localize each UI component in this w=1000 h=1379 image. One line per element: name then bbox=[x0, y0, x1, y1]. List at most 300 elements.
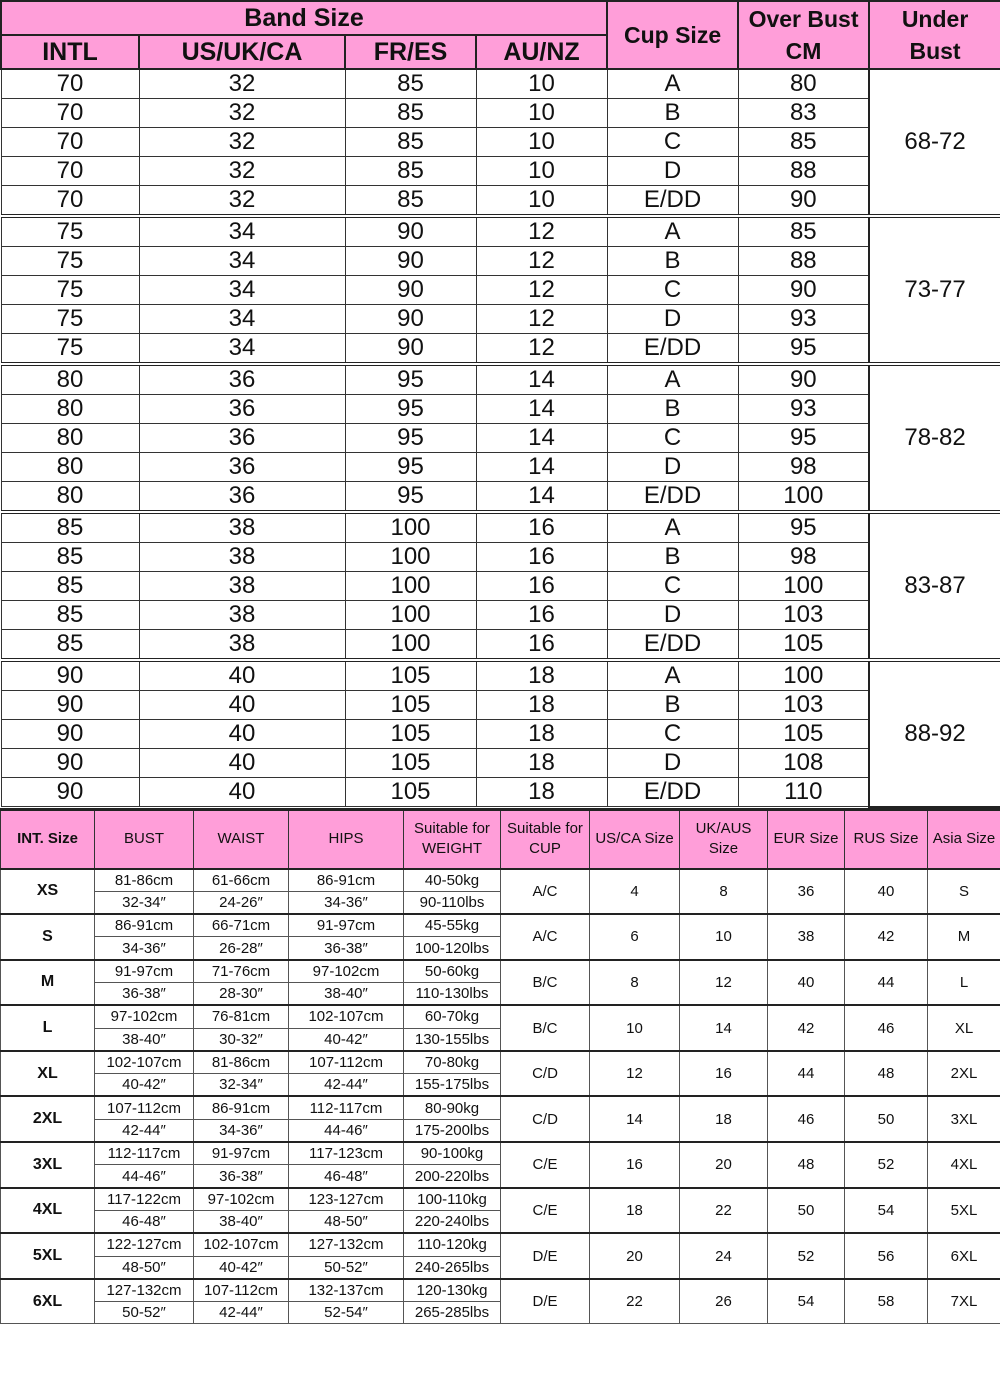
hips-in-cell: 34-36″ bbox=[289, 891, 404, 914]
over-bust-cell: 90 bbox=[738, 364, 869, 395]
us-uk-ca-cell: 40 bbox=[139, 691, 345, 720]
us-uk-ca-cell: 40 bbox=[139, 720, 345, 749]
cup-size-cell: C bbox=[607, 572, 738, 601]
bust-in-cell: 48-50″ bbox=[95, 1256, 194, 1279]
waist-in-cell: 36-38″ bbox=[194, 1165, 289, 1188]
table-row bbox=[1, 1188, 1000, 1211]
weight-kg-cell: 45-55kg bbox=[404, 914, 501, 937]
waist-in-cell: 28-30″ bbox=[194, 982, 289, 1005]
hips-cm-cell: 91-97cm bbox=[289, 914, 404, 937]
over-bust-cell: 100 bbox=[738, 660, 869, 691]
fr-es-cell: 95 bbox=[345, 424, 476, 453]
over-bust-cell: 88 bbox=[738, 247, 869, 276]
cup-size-cell: A bbox=[607, 216, 738, 247]
intl-cell: 70 bbox=[1, 69, 139, 99]
weight-lbs-cell: 240-265lbs bbox=[404, 1256, 501, 1279]
hips-in-cell: 50-52″ bbox=[289, 1256, 404, 1279]
over-bust-cell: 83 bbox=[738, 99, 869, 128]
weight-lbs-cell: 130-155lbs bbox=[404, 1028, 501, 1051]
over-bust-cell: 103 bbox=[738, 601, 869, 630]
under-bust-cell: 68-72 bbox=[869, 69, 1000, 216]
uk-aus-size-cell: 22 bbox=[680, 1188, 768, 1234]
bust-cm-cell: 117-122cm bbox=[95, 1188, 194, 1211]
rus-size-header: RUS Size bbox=[845, 809, 928, 869]
cup-header-line1: Suitable for bbox=[507, 820, 583, 837]
bust-in-cell: 34-36″ bbox=[95, 937, 194, 960]
intl-cell: 85 bbox=[1, 572, 139, 601]
intl-cell: 75 bbox=[1, 305, 139, 334]
intl-cell: 75 bbox=[1, 247, 139, 276]
int-size-cell: XL bbox=[1, 1051, 95, 1097]
cup-size-cell: E/DD bbox=[607, 482, 738, 513]
waist-in-cell: 26-28″ bbox=[194, 937, 289, 960]
cup-size-cell: D bbox=[607, 305, 738, 334]
table-row bbox=[1, 424, 1000, 453]
waist-cm-cell: 91-97cm bbox=[194, 1142, 289, 1165]
uk-aus-header-line1: UK/AUS bbox=[695, 820, 752, 837]
under-bust-header-line2: Bust bbox=[909, 38, 961, 64]
int-size-cell: XS bbox=[1, 869, 95, 915]
us-uk-ca-cell: 38 bbox=[139, 572, 345, 601]
hips-cm-cell: 132-137cm bbox=[289, 1279, 404, 1302]
int-size-header: INT. Size bbox=[1, 809, 95, 869]
au-nz-cell: 14 bbox=[476, 424, 607, 453]
table-row bbox=[1, 186, 1000, 217]
rus-size-cell: 46 bbox=[845, 1005, 928, 1051]
intl-cell: 85 bbox=[1, 630, 139, 661]
hips-in-cell: 52-54″ bbox=[289, 1302, 404, 1324]
under-bust-cell: 88-92 bbox=[869, 660, 1000, 807]
rus-size-cell: 56 bbox=[845, 1233, 928, 1279]
table-row bbox=[1, 247, 1000, 276]
over-bust-cell: 85 bbox=[738, 216, 869, 247]
body-size-table bbox=[0, 808, 1000, 1325]
over-bust-header-line1: Over Bust bbox=[748, 6, 859, 32]
weight-header bbox=[404, 809, 501, 869]
uk-aus-size-header bbox=[680, 809, 768, 869]
table-row bbox=[1, 960, 1000, 983]
us-ca-size-cell: 8 bbox=[590, 960, 680, 1006]
au-nz-cell: 18 bbox=[476, 749, 607, 778]
waist-cm-cell: 107-112cm bbox=[194, 1279, 289, 1302]
au-nz-cell: 14 bbox=[476, 453, 607, 482]
us-ca-size-cell: 22 bbox=[590, 1279, 680, 1324]
asia-size-cell: 3XL bbox=[928, 1096, 1000, 1142]
au-nz-cell: 16 bbox=[476, 543, 607, 572]
eur-size-cell: 44 bbox=[768, 1051, 845, 1097]
hips-cm-cell: 123-127cm bbox=[289, 1188, 404, 1211]
bust-in-cell: 36-38″ bbox=[95, 982, 194, 1005]
weight-kg-cell: 70-80kg bbox=[404, 1051, 501, 1074]
waist-in-cell: 38-40″ bbox=[194, 1210, 289, 1233]
over-bust-cell: 85 bbox=[738, 128, 869, 157]
cup-cell: B/C bbox=[501, 1005, 590, 1051]
us-uk-ca-cell: 36 bbox=[139, 424, 345, 453]
us-uk-ca-cell: 38 bbox=[139, 512, 345, 543]
over-bust-cell: 90 bbox=[738, 186, 869, 217]
under-bust-cell: 78-82 bbox=[869, 364, 1000, 512]
hips-cm-cell: 112-117cm bbox=[289, 1096, 404, 1119]
bust-cm-cell: 127-132cm bbox=[95, 1279, 194, 1302]
over-bust-cell: 80 bbox=[738, 69, 869, 99]
table-row bbox=[1, 99, 1000, 128]
cup-size-cell: B bbox=[607, 543, 738, 572]
intl-cell: 90 bbox=[1, 720, 139, 749]
uk-aus-size-cell: 26 bbox=[680, 1279, 768, 1324]
waist-cm-cell: 97-102cm bbox=[194, 1188, 289, 1211]
au-nz-cell: 14 bbox=[476, 395, 607, 424]
us-uk-ca-cell: 38 bbox=[139, 543, 345, 572]
fr-es-cell: 90 bbox=[345, 334, 476, 365]
over-bust-cell: 100 bbox=[738, 572, 869, 601]
au-nz-cell: 12 bbox=[476, 216, 607, 247]
asia-size-cell: L bbox=[928, 960, 1000, 1006]
intl-cell: 70 bbox=[1, 99, 139, 128]
us-ca-size-cell: 10 bbox=[590, 1005, 680, 1051]
fr-es-cell: 90 bbox=[345, 216, 476, 247]
cup-size-cell: E/DD bbox=[607, 334, 738, 365]
waist-in-cell: 32-34″ bbox=[194, 1074, 289, 1097]
uk-aus-size-cell: 8 bbox=[680, 869, 768, 915]
fr-es-cell: 90 bbox=[345, 305, 476, 334]
weight-kg-cell: 80-90kg bbox=[404, 1096, 501, 1119]
table-row bbox=[1, 1142, 1000, 1165]
table-row bbox=[1, 512, 1000, 543]
us-uk-ca-cell: 32 bbox=[139, 69, 345, 99]
int-size-cell: 3XL bbox=[1, 1142, 95, 1188]
au-nz-cell: 12 bbox=[476, 305, 607, 334]
over-bust-cell: 110 bbox=[738, 778, 869, 807]
fr-es-cell: 85 bbox=[345, 99, 476, 128]
under-bust-cell: 73-77 bbox=[869, 216, 1000, 364]
cup-size-cell: B bbox=[607, 691, 738, 720]
weight-lbs-cell: 265-285lbs bbox=[404, 1302, 501, 1324]
table-row bbox=[1, 869, 1000, 892]
asia-size-cell: 6XL bbox=[928, 1233, 1000, 1279]
intl-cell: 70 bbox=[1, 128, 139, 157]
weight-lbs-cell: 200-220lbs bbox=[404, 1165, 501, 1188]
body-size-rows bbox=[1, 869, 1000, 1324]
cup-cell: C/E bbox=[501, 1188, 590, 1234]
cup-size-cell: D bbox=[607, 749, 738, 778]
intl-cell: 75 bbox=[1, 334, 139, 365]
over-bust-header-line2: CM bbox=[785, 38, 822, 64]
under-bust-header-line1: Under bbox=[901, 6, 969, 32]
cup-size-cell: C bbox=[607, 276, 738, 305]
fr-es-cell: 90 bbox=[345, 276, 476, 305]
uk-aus-size-cell: 14 bbox=[680, 1005, 768, 1051]
rus-size-cell: 50 bbox=[845, 1096, 928, 1142]
int-size-cell: M bbox=[1, 960, 95, 1006]
waist-cm-cell: 76-81cm bbox=[194, 1005, 289, 1028]
au-nz-cell: 18 bbox=[476, 778, 607, 807]
us-ca-size-cell: 20 bbox=[590, 1233, 680, 1279]
cup-size-cell: C bbox=[607, 720, 738, 749]
bust-cm-cell: 102-107cm bbox=[95, 1051, 194, 1074]
table-row bbox=[1, 216, 1000, 247]
asia-size-cell: 4XL bbox=[928, 1142, 1000, 1188]
uk-aus-size-cell: 24 bbox=[680, 1233, 768, 1279]
over-bust-cell: 95 bbox=[738, 424, 869, 453]
rus-size-cell: 52 bbox=[845, 1142, 928, 1188]
au-nz-cell: 10 bbox=[476, 128, 607, 157]
int-size-cell: 2XL bbox=[1, 1096, 95, 1142]
eur-size-cell: 42 bbox=[768, 1005, 845, 1051]
hips-cm-cell: 102-107cm bbox=[289, 1005, 404, 1028]
int-size-cell: L bbox=[1, 1005, 95, 1051]
uk-aus-size-cell: 12 bbox=[680, 960, 768, 1006]
au-nz-cell: 14 bbox=[476, 482, 607, 513]
uk-aus-header-line2: Size bbox=[708, 840, 739, 857]
cup-size-cell: B bbox=[607, 395, 738, 424]
au-nz-cell: 16 bbox=[476, 630, 607, 661]
cup-size-cell: A bbox=[607, 660, 738, 691]
weight-lbs-cell: 90-110lbs bbox=[404, 891, 501, 914]
us-uk-ca-cell: 40 bbox=[139, 778, 345, 807]
au-nz-cell: 12 bbox=[476, 276, 607, 305]
table-row bbox=[1, 364, 1000, 395]
fr-es-cell: 100 bbox=[345, 512, 476, 543]
table-row bbox=[1, 1096, 1000, 1119]
au-nz-cell: 18 bbox=[476, 660, 607, 691]
weight-lbs-cell: 110-130lbs bbox=[404, 982, 501, 1005]
table-row bbox=[1, 482, 1000, 513]
asia-size-cell: 7XL bbox=[928, 1279, 1000, 1324]
au-nz-cell: 18 bbox=[476, 691, 607, 720]
rus-size-cell: 42 bbox=[845, 914, 928, 960]
table-row bbox=[1, 601, 1000, 630]
weight-lbs-cell: 100-120lbs bbox=[404, 937, 501, 960]
weight-header-line2: WEIGHT bbox=[422, 840, 482, 857]
bra-size-rows bbox=[1, 69, 1000, 807]
us-ca-size-header: US/CA Size bbox=[590, 809, 680, 869]
over-bust-cell: 95 bbox=[738, 334, 869, 365]
eur-size-cell: 38 bbox=[768, 914, 845, 960]
hips-cm-cell: 127-132cm bbox=[289, 1233, 404, 1256]
over-bust-cell: 93 bbox=[738, 395, 869, 424]
us-uk-ca-cell: 32 bbox=[139, 157, 345, 186]
bust-in-cell: 42-44″ bbox=[95, 1119, 194, 1142]
bust-cm-cell: 81-86cm bbox=[95, 869, 194, 892]
waist-cm-cell: 81-86cm bbox=[194, 1051, 289, 1074]
hips-cm-cell: 107-112cm bbox=[289, 1051, 404, 1074]
eur-size-cell: 40 bbox=[768, 960, 845, 1006]
int-size-cell: 6XL bbox=[1, 1279, 95, 1324]
waist-in-cell: 40-42″ bbox=[194, 1256, 289, 1279]
table-row bbox=[1, 543, 1000, 572]
uk-aus-size-cell: 20 bbox=[680, 1142, 768, 1188]
fr-es-cell: 100 bbox=[345, 601, 476, 630]
int-size-cell: 5XL bbox=[1, 1233, 95, 1279]
over-bust-cell: 105 bbox=[738, 630, 869, 661]
au-nz-cell: 16 bbox=[476, 601, 607, 630]
cup-header bbox=[501, 809, 590, 869]
hips-cm-cell: 97-102cm bbox=[289, 960, 404, 983]
asia-size-cell: 2XL bbox=[928, 1051, 1000, 1097]
us-uk-ca-cell: 38 bbox=[139, 601, 345, 630]
cup-size-cell: C bbox=[607, 128, 738, 157]
waist-cm-cell: 102-107cm bbox=[194, 1233, 289, 1256]
cup-size-cell: A bbox=[607, 512, 738, 543]
hips-in-cell: 42-44″ bbox=[289, 1074, 404, 1097]
intl-cell: 85 bbox=[1, 601, 139, 630]
fr-es-cell: 105 bbox=[345, 720, 476, 749]
intl-cell: 80 bbox=[1, 482, 139, 513]
weight-kg-cell: 120-130kg bbox=[404, 1279, 501, 1302]
bust-cm-cell: 86-91cm bbox=[95, 914, 194, 937]
hips-header: HIPS bbox=[289, 809, 404, 869]
weight-kg-cell: 60-70kg bbox=[404, 1005, 501, 1028]
over-bust-cell: 93 bbox=[738, 305, 869, 334]
fr-es-cell: 85 bbox=[345, 186, 476, 217]
table-row bbox=[1, 914, 1000, 937]
us-uk-ca-cell: 36 bbox=[139, 395, 345, 424]
fr-es-cell: 105 bbox=[345, 749, 476, 778]
us-uk-ca-cell: 40 bbox=[139, 749, 345, 778]
weight-kg-cell: 40-50kg bbox=[404, 869, 501, 892]
fr-es-cell: 105 bbox=[345, 778, 476, 807]
fr-es-cell: 100 bbox=[345, 543, 476, 572]
us-uk-ca-cell: 34 bbox=[139, 276, 345, 305]
au-nz-cell: 16 bbox=[476, 572, 607, 601]
us-ca-size-cell: 14 bbox=[590, 1096, 680, 1142]
rus-size-cell: 58 bbox=[845, 1279, 928, 1324]
us-uk-ca-cell: 32 bbox=[139, 128, 345, 157]
bust-cm-cell: 97-102cm bbox=[95, 1005, 194, 1028]
us-ca-size-cell: 18 bbox=[590, 1188, 680, 1234]
us-uk-ca-cell: 32 bbox=[139, 99, 345, 128]
cup-size-cell: D bbox=[607, 453, 738, 482]
weight-kg-cell: 90-100kg bbox=[404, 1142, 501, 1165]
fr-es-cell: 100 bbox=[345, 630, 476, 661]
us-uk-ca-cell: 36 bbox=[139, 364, 345, 395]
cup-cell: D/E bbox=[501, 1233, 590, 1279]
intl-cell: 75 bbox=[1, 276, 139, 305]
intl-cell: 85 bbox=[1, 543, 139, 572]
weight-lbs-cell: 220-240lbs bbox=[404, 1210, 501, 1233]
au-nz-header: AU/NZ bbox=[476, 35, 607, 69]
intl-cell: 70 bbox=[1, 157, 139, 186]
us-uk-ca-cell: 34 bbox=[139, 305, 345, 334]
au-nz-cell: 18 bbox=[476, 720, 607, 749]
fr-es-cell: 95 bbox=[345, 395, 476, 424]
int-size-cell: S bbox=[1, 914, 95, 960]
table-row bbox=[1, 453, 1000, 482]
fr-es-header: FR/ES bbox=[345, 35, 476, 69]
rus-size-cell: 48 bbox=[845, 1051, 928, 1097]
table-row bbox=[1, 128, 1000, 157]
intl-cell: 90 bbox=[1, 749, 139, 778]
cup-size-cell: E/DD bbox=[607, 630, 738, 661]
weight-lbs-cell: 155-175lbs bbox=[404, 1074, 501, 1097]
over-bust-cell: 100 bbox=[738, 482, 869, 513]
fr-es-cell: 90 bbox=[345, 247, 476, 276]
us-ca-size-cell: 12 bbox=[590, 1051, 680, 1097]
us-ca-size-cell: 16 bbox=[590, 1142, 680, 1188]
eur-size-cell: 54 bbox=[768, 1279, 845, 1324]
cup-size-cell: E/DD bbox=[607, 186, 738, 217]
weight-kg-cell: 50-60kg bbox=[404, 960, 501, 983]
us-uk-ca-cell: 32 bbox=[139, 186, 345, 217]
cup-cell: A/C bbox=[501, 869, 590, 915]
fr-es-cell: 105 bbox=[345, 691, 476, 720]
au-nz-cell: 14 bbox=[476, 364, 607, 395]
weight-kg-cell: 110-120kg bbox=[404, 1233, 501, 1256]
intl-cell: 80 bbox=[1, 453, 139, 482]
cup-cell: D/E bbox=[501, 1279, 590, 1324]
table-row bbox=[1, 720, 1000, 749]
intl-cell: 90 bbox=[1, 660, 139, 691]
table-row bbox=[1, 334, 1000, 365]
cup-size-cell: D bbox=[607, 601, 738, 630]
table-row bbox=[1, 1279, 1000, 1302]
table-row bbox=[1, 572, 1000, 601]
waist-cm-cell: 71-76cm bbox=[194, 960, 289, 983]
bust-cm-cell: 112-117cm bbox=[95, 1142, 194, 1165]
intl-cell: 90 bbox=[1, 778, 139, 807]
intl-cell: 80 bbox=[1, 364, 139, 395]
rus-size-cell: 54 bbox=[845, 1188, 928, 1234]
bust-header: BUST bbox=[95, 809, 194, 869]
bust-in-cell: 46-48″ bbox=[95, 1210, 194, 1233]
asia-size-cell: 5XL bbox=[928, 1188, 1000, 1234]
table-row bbox=[1, 157, 1000, 186]
cup-size-cell: B bbox=[607, 247, 738, 276]
intl-cell: 80 bbox=[1, 424, 139, 453]
band-size-header: Band Size bbox=[1, 1, 607, 35]
fr-es-cell: 85 bbox=[345, 69, 476, 99]
over-bust-cell: 108 bbox=[738, 749, 869, 778]
us-uk-ca-cell: 40 bbox=[139, 660, 345, 691]
table-row bbox=[1, 749, 1000, 778]
table-row bbox=[1, 1233, 1000, 1256]
hips-in-cell: 46-48″ bbox=[289, 1165, 404, 1188]
bust-in-cell: 32-34″ bbox=[95, 891, 194, 914]
cup-size-cell: B bbox=[607, 99, 738, 128]
us-uk-ca-cell: 36 bbox=[139, 482, 345, 513]
cup-cell: A/C bbox=[501, 914, 590, 960]
hips-in-cell: 40-42″ bbox=[289, 1028, 404, 1051]
intl-cell: 80 bbox=[1, 395, 139, 424]
table-row bbox=[1, 305, 1000, 334]
waist-in-cell: 42-44″ bbox=[194, 1302, 289, 1324]
int-size-cell: 4XL bbox=[1, 1188, 95, 1234]
over-bust-cell: 103 bbox=[738, 691, 869, 720]
table-row bbox=[1, 691, 1000, 720]
eur-size-cell: 46 bbox=[768, 1096, 845, 1142]
waist-in-cell: 24-26″ bbox=[194, 891, 289, 914]
cup-size-cell: E/DD bbox=[607, 778, 738, 807]
asia-size-header: Asia Size bbox=[928, 809, 1000, 869]
cup-cell: B/C bbox=[501, 960, 590, 1006]
au-nz-cell: 12 bbox=[476, 247, 607, 276]
eur-size-header: EUR Size bbox=[768, 809, 845, 869]
fr-es-cell: 100 bbox=[345, 572, 476, 601]
over-bust-cell: 98 bbox=[738, 543, 869, 572]
au-nz-cell: 10 bbox=[476, 99, 607, 128]
cup-size-cell: D bbox=[607, 157, 738, 186]
waist-cm-cell: 61-66cm bbox=[194, 869, 289, 892]
table-row bbox=[1, 69, 1000, 99]
hips-in-cell: 36-38″ bbox=[289, 937, 404, 960]
table-row bbox=[1, 1005, 1000, 1028]
fr-es-cell: 95 bbox=[345, 364, 476, 395]
waist-header: WAIST bbox=[194, 809, 289, 869]
us-uk-ca-cell: 36 bbox=[139, 453, 345, 482]
table-row bbox=[1, 276, 1000, 305]
eur-size-cell: 52 bbox=[768, 1233, 845, 1279]
table-row bbox=[1, 395, 1000, 424]
